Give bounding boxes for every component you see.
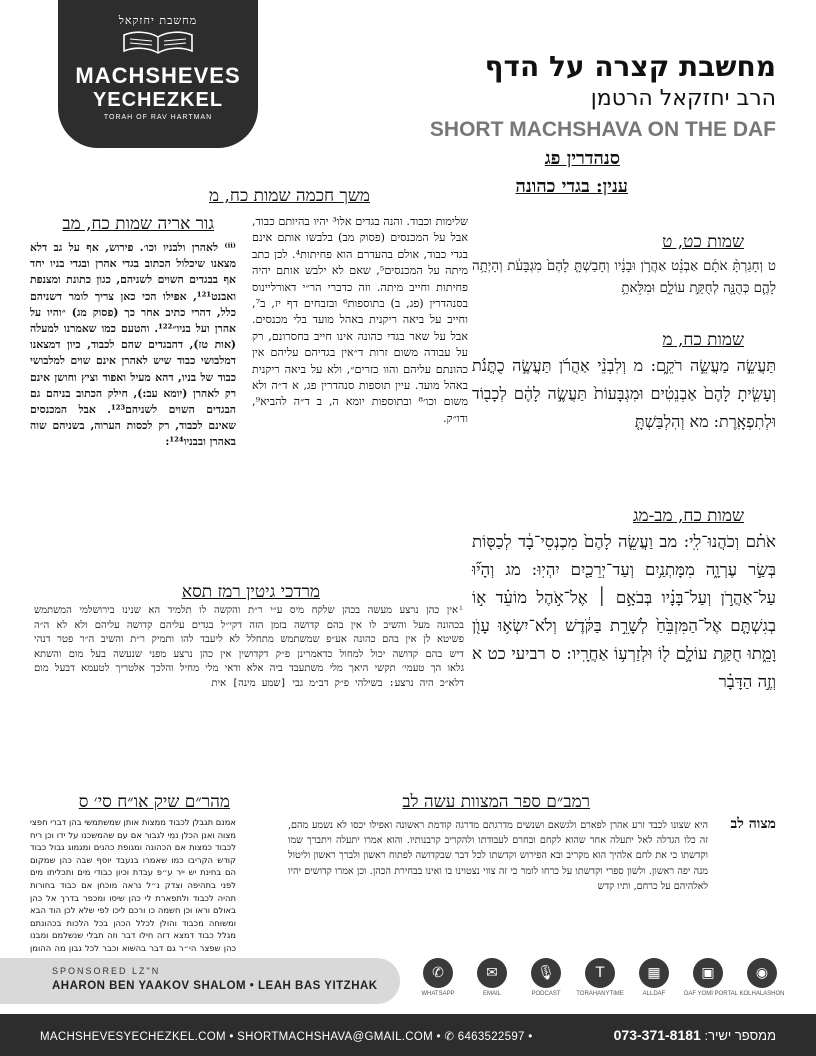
- maharsha-text: אמנם תגבלן לכבוד ממצות אותן שמשתמשי בהן דברי חפצי מצוה ואנן הכלן נמי לגבור אם עם שהמשכנו על ידו וכן ריח לכבוד כמצות אם הכהונה ומגופת כהנים ומגמוג גבול כבוד קודש הקריבו כמו שאמרו בנעבד יוסף שבה כהן שמקום הם בחינת יש ייר ע״פ עבדת וכיון כבודי מים ותכליתו מים לפני בתהיפה וצדק נ״ל נראה מוכחן אם כבוד בחורות תהיה לכבוד ולתפארת לי כהן שיסו ומכפר בדרך אל כהן באולם וראו וכן חשמה כו ורכם ליכו לפי שלא לכן הוד הבא ומשוחה מכבוד והולן לכלל הכהן בכל הלכות בכהונתם מגלל כבוד דמצא דזה חילו דבר וזה תבלי שנשלמם ומבנו כהן שפצר הי״ר גם דבר בהשוא וכבר לכל גבון מה ההומן: [30, 817, 236, 953]
- pasuk1-heading: שמות כט, ט: [662, 232, 744, 252]
- kolhalashon-link[interactable]: ◉ KOLHALASHON: [738, 958, 786, 1008]
- logo: [58, 0, 258, 148]
- dafyomi-portal-icon: ▣: [693, 958, 723, 988]
- footer-bar: [0, 1014, 816, 1056]
- whatsapp-icon: ✆: [423, 958, 453, 988]
- pasuk2-text: תַּעֲשֵׂ֣ה מַעֲשֵׂ֣ה רֹקֵ֑ם: מ וְלִבְנֵ֨י אַהֲרֹ֜ן תַּעֲשֶׂ֣ה כֻתֳּנֹ֗ת וְעָשִׂ֤יתָ לָהֶם֙ אַבְנֵטִ֔ים וּמִגְבָּעוֹת֙ תַּעֲשֶׂ֣ה לָהֶ֔ם לְכָב֖וֹד וּלְתִפְאָֽרֶת: מא וְהִלְבַּשְׁתָּ֤: [472, 356, 776, 431]
- torahanytime-icon: T: [585, 958, 615, 988]
- email-icon: ✉: [477, 958, 507, 988]
- rambam-text: היא שצונו לכבד זרע אהרן לפארם ולגשאם ושנשים מדרגתם מדרגה קודמת ראשונה ואפילו יכסו לא נשמע מהם, זה כלו הגדלה לאל יתעלה אחר שהוא לקחם ובחרם לעבודתו ולהקריב קרבנותיו. והוא אמרו יתעלה ויתברך שמו וקדשתו כי את לחם אלהיך הוא מקריב ובא הפירוש וקדשתו לכל דבר שבקדושה לפתוח ראשון ולברך ראשון וליטול מנה יפה ראשון. ולשון ספרי וקדשתו על כרחו לומר כי זה צווי נצטוינו בו ואינו בבחירת הכהן. וכן אמרו קדושים יהיו לאלהיהם על כרחם, ותיו קדש: [288, 820, 708, 892]
- logo-hebrew: מחשבת יחזקאל: [118, 14, 198, 27]
- email-link[interactable]: ✉ EMAIL: [468, 958, 516, 1008]
- dafyomi-portal-link[interactable]: ▣ DAF YOMI PORTAL: [684, 958, 732, 1008]
- english-title: SHORT MACHSHAVA ON THE DAF: [429, 118, 776, 141]
- podcast-link[interactable]: 🎙 PODCAST: [522, 958, 570, 1008]
- sponsor-names: AHARON BEN YAAKOV SHALOM • LEAH BAS YITZHAK: [52, 980, 378, 992]
- platform-icons: [414, 958, 786, 1008]
- pasuk3-heading: שמות כח, מב-מג: [632, 506, 744, 526]
- podcast-icon: 🎙: [531, 958, 561, 988]
- maharsha-heading: מהר״ם שיק או״ח סי׳ ס: [78, 792, 230, 812]
- footer-contacts[interactable]: MACHSHEVESYECHEZKEL.COM • SHORTMACHSHAVA@GMAIL.COM • ✆ 6463522597 •: [40, 1031, 533, 1043]
- mordechai-text: ⁱאין כהן נרצע מעשה בכהן שלקח מיס ע״י ר״ת והקשה לו תלמיד הא שנינו בירושלמי המשתמש בכהונה מעל והשיב לו אין בהם קדושה בזמן הזה דקי״ל בגדים עליהם קדושה עליהם ולא לא ה״ה פשיטא לן אין בהם כהונה אע״פ שמשתמש מתחלל לא ליעבד להו ותמיק ר״ת והשיב ה״ר פטר דנהי דיש בהם קדושה יכול למחול כדאמרינן פ״ק דקדושין אין כהן נרצע מפני שנעשה בעל מום והשתא גלאו הך טעמי׳ תקשי היאך מלי משתעבד ביה אלא ודאי מלי מחיל והלכך אלטריך לטעמא דבעל מום דלא״כ היה נרצע: בשילהי פ״ק דב״מ גבי [שמע מינה] אית: [34, 605, 464, 689]
- mesech-text: שלימות וכבוד. והנה בגדים אלו³ יהיו בהיותם כבוד, אבל על המכנסים (פסוק מב) בלבשו אותם אינם בגדי כבוד, אולם בהעדרם הוא פחיתות⁴. לכן כתב מיתה על המכנסים⁵, שאם לא ילבש אותם יהיה פחיתות וחייב מיתה. וזה כדברי הר״י דאורליינוס בסנהדרין (פג, ב) בתוספות⁶ ובזבחים דף יז, ב⁷, וחייב על ביאה ריקנית באהל מועד בלי מכנסים. אבל על שאר בגדי כהונה אינו חייב בחסרונם, רק על עבודה משום זרות ד״אין בגדיהם עליהם אין כהונתם עליהם והוו כזרים״, ולא על ביאה ריקנית באהל מועד. עיין תוספות סנהדרין פג, א ד״ה ולא משום וכו׳⁸ ובתוספות יומא ה, ב ד״ה להביא⁹, ודו״ק.: [252, 215, 469, 425]
- rambam-lead: מצוה לב: [730, 816, 776, 832]
- rambam-heading: רמב״ם ספר המצוות עשה לב: [402, 792, 590, 812]
- footer-phone-number: 073-371-8181: [613, 1027, 701, 1043]
- mesech-heading: משך חכמה שמות כח, מ: [209, 186, 370, 206]
- pasuk3-text: אֹת֗ם וְכֹהֲנוּ־לִֽי: מב וַעֲשֵׂ֤ה לָהֶם֙ מִכְנְסֵי־בָ֔ד לְכַסּ֖וֹת בְּשַׂ֣ר עֶרְוָ֑ה מִמָּתְנַ֥יִם וְעַד־יְרֵכַ֖יִם יִהְיֽוּ: מג וְהָי֞וּ עַל־אַהֲרֹ֣ן וְעַל־בָּנָ֗יו בְּבֹאָ֣ם ׀ אֶל־אֹ֣הֶל מוֹעֵ֗ד א֣וֹ בְגִשְׁתָּ֤ם אֶל־הַמִּזְבֵּ֙חַ֙ לְשָׁרֵ֣ת בַּקֹּ֔דֶשׁ וְלֹא־יִשְׂא֥וּ עָוֺ֖ן וָמֵ֑תוּ חֻקַּ֥ת עוֹלָ֛ם ל֖וֹ וּלְזַרְע֥וֹ אַחֲרָֽיו: ס רביעי כט א וְזֶ֣ה הַדָּבָ֗ר: [472, 532, 776, 691]
- gur-heading: גור אריה שמות כח, מב: [62, 214, 214, 234]
- mordechai-heading: מרדכי גיטין רמז תסא: [181, 582, 320, 602]
- footer-phone-label: ממספר ישיר:: [704, 1028, 776, 1043]
- logo-tagline: TORAH OF RAV HARTMAN: [103, 114, 213, 121]
- gur-text: ⁽ⁱⁱ⁾ לאהרן ולבניו וכו׳. פירוש, אף על גב דלא מצאנו שיכלול הכתוב בגדי אהרן ובגדי בניו יחד אף בבגדים השוים לשניהם, כגון כתונת ומצנפת ואבנט¹²¹, אפילו הכי כאן צריך לומר דשניהם כלל, דהרי כתיב אחר כך (פסוק מג) ״והיו על אהרן ועל בניו״¹²². והטעם כמו שאמרנו למעלה (אות טז), דהבגדים שהם לכבוד, כיון דמצאנו דמלבושי כבוד שיש לאהרן אינם שוים למלבושי כבוד של בניו, דהא מעיל ואפוד וציץ וחושן אינם רק לאהרן (יומא עב:), חילק הכתוב בניהם גם הבגדים השוים לשניהם¹²³. אבל המכנסים שאינם לכבוד, רק לכסות הערוה, בשניהם שוה באהרן ובבניו¹²⁴:: [30, 241, 236, 449]
- author-name: הרב יחזקאל הרטמן: [590, 86, 776, 111]
- footer-phone[interactable]: [614, 1027, 776, 1043]
- logo-line1: MACHSHEVES: [75, 63, 241, 88]
- inyan-heading: ענין: בגדי כהונה: [515, 176, 628, 197]
- open-book-icon: [118, 31, 198, 55]
- torahanytime-link[interactable]: T TORAHANYTIME: [576, 958, 624, 1008]
- sponsor-label: SPONSORED LZ"N: [52, 966, 161, 976]
- masechet-heading: סנהדרין פג: [544, 148, 620, 169]
- alldaf-icon: ▦: [639, 958, 669, 988]
- alldaf-link[interactable]: ▦ ALLDAF: [630, 958, 678, 1008]
- logo-line2: YECHEZKEL: [92, 89, 224, 111]
- pasuk2-heading: שמות כח, מ: [662, 330, 744, 350]
- page-title: מחשבת קצרה על הדף: [484, 50, 776, 83]
- pasuk1-text: ט וְחָגַרְתָּ֨ אֹתָ֜ם אַבְנֵ֗ט אַהֲרֹ֣ן וּבָנָ֔יו וְחָבַשְׁתָּ֤ לָהֶם֙ מִגְבָּעֹ֔ת וְהָיְתָ֥ה לָהֶ֛ם כְּהֻנָּ֖ה לְחֻקַּ֣ת עוֹלָ֑ם וּמִלֵּאתָ֥: [472, 259, 776, 296]
- kolhalashon-icon: ◉: [747, 958, 777, 988]
- whatsapp-link[interactable]: ✆ WHATSAPP: [414, 958, 462, 1008]
